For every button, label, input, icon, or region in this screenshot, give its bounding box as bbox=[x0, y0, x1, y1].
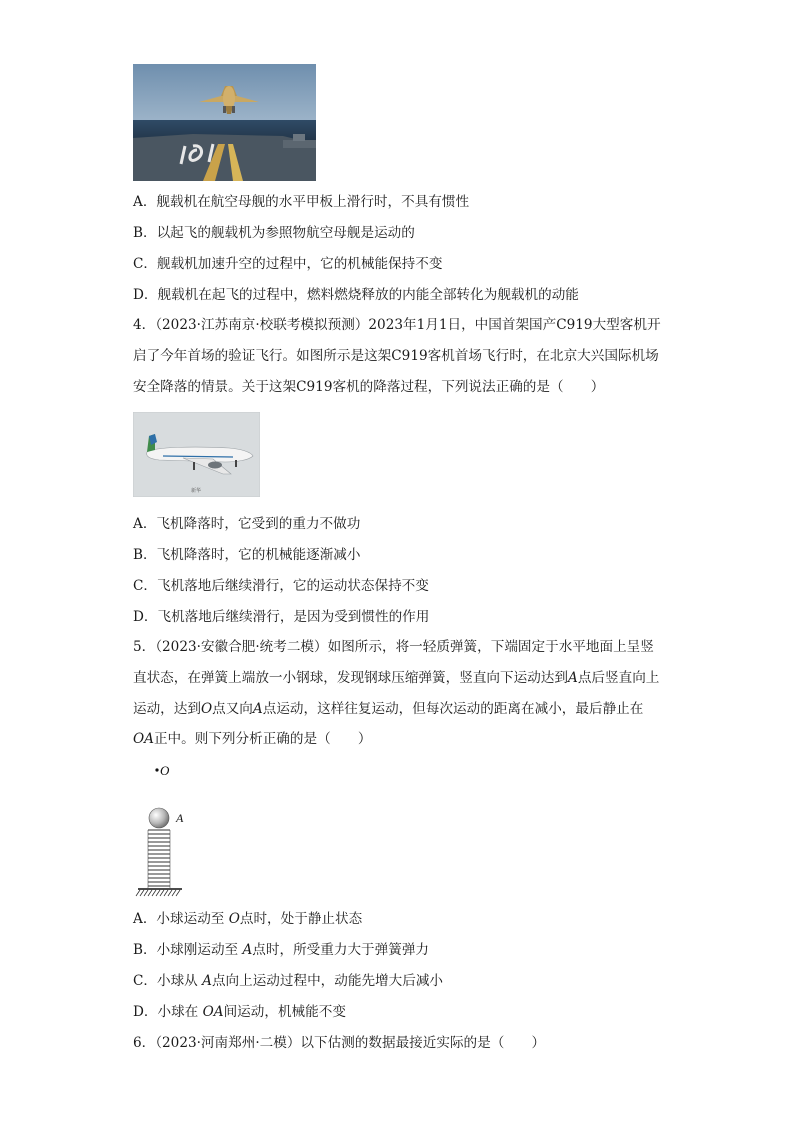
q4-option-c: C．飞机落地后继续滑行，它的运动状态保持不变 bbox=[133, 578, 429, 594]
q4-option-b: B．飞机降落时，它的机械能逐渐减小 bbox=[133, 547, 361, 563]
q5-option-d: D．小球在 OA间运动，机械能不变 bbox=[133, 1004, 346, 1020]
q4-stem: 4．（2023·江苏南京·校联考模拟预测）2023年1月1日，中国首架国产C919大型客机开启了今年首场的验证飞行。如图所示是这架C919客机首场飞行时，在北京大兴国际机场安全降落的情景。关于这架C919客机的降落过程，下列说法正确的是（ ） bbox=[133, 317, 661, 395]
label-o: O bbox=[160, 763, 170, 778]
q4-option-d: D．飞机落地后继续滑行，是因为受到惯性的作用 bbox=[133, 609, 430, 625]
q5-stem: 5．（2023·安徽合肥·统考二模）如图所示，将一轻质弹簧，下端固定于水平地面上呈竖直状态，在弹簧上端放一小钢球，发现钢球压缩弹簧，竖直向下运动达到A点后竖直向上运动，达到O点又向A点运动，这样往复运动，但每次运动的距离在减小，最后静止在OA正中。则下列分析正确的是（ ） bbox=[133, 639, 660, 748]
q3-option-a: A．舰载机在航空母舰的水平甲板上滑行时，不具有惯性 bbox=[133, 194, 470, 210]
q3-option-b: B．以起飞的舰载机为参照物航空母舰是运动的 bbox=[133, 225, 415, 241]
ground-hatch bbox=[136, 890, 180, 896]
q3-option-c: C．舰载机加速升空的过程中，它的机械能保持不变 bbox=[133, 256, 443, 272]
q5-option-c: C．小球从 A点向上运动过程中，动能先增大后减小 bbox=[133, 973, 444, 989]
point-o-dot bbox=[155, 768, 158, 771]
jet-takeoff-image bbox=[133, 64, 316, 181]
c919-landing-image bbox=[133, 412, 260, 497]
spring bbox=[148, 830, 170, 888]
q5-option-b: B．小球刚运动至 A点时，所受重力大于弹簧弹力 bbox=[133, 942, 430, 958]
steel-ball bbox=[149, 808, 169, 828]
spring-ball-diagram bbox=[130, 760, 210, 900]
q3-option-d: D．舰载机在起飞的过程中，燃料燃烧释放的内能全部转化为舰载机的动能 bbox=[133, 287, 579, 303]
label-a: A bbox=[176, 811, 184, 825]
q6-stem: 6．（2023·河南郑州·二模）以下估测的数据最接近实际的是（ ） bbox=[133, 1035, 546, 1051]
q5-option-a: A．小球运动至 O点时，处于静止状态 bbox=[133, 911, 363, 927]
image-caption: 新华 bbox=[190, 488, 202, 494]
q4-option-a: A．飞机降落时，它受到的重力不做功 bbox=[133, 516, 361, 532]
